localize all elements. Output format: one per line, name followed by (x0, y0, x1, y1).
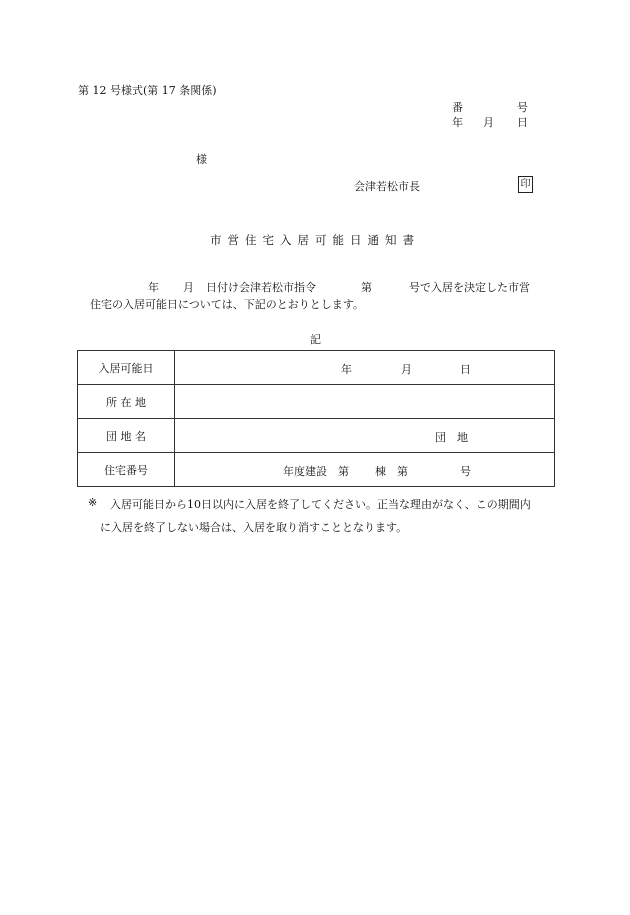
sender-name: 会津若松市長 (354, 180, 420, 193)
seal-box: 印 (518, 176, 533, 193)
form-number-label: 第 12 号様式(第 17 条関係) (78, 84, 217, 97)
table-row (78, 453, 555, 487)
date-month-label: 月 (483, 116, 494, 129)
row-value (175, 419, 555, 453)
detail-table (77, 350, 555, 487)
value-part: 月 (401, 363, 412, 376)
body-date-suffix: 日付け会津若松市指令 (206, 281, 316, 294)
row-value (175, 453, 555, 487)
note-line-1: 入居可能日から10日以内に入居を終了してください。正当な理由がなく、この期間内 (110, 498, 531, 511)
body-line-2: 住宅の入居可能日については、下記のとおりとします。 (90, 298, 364, 311)
addressee-honorific: 様 (196, 153, 207, 166)
row-label: 団 地 名 (78, 419, 175, 453)
value-part: 団 地 (435, 431, 468, 444)
value-part: 日 (460, 363, 471, 376)
table-row (78, 419, 555, 453)
date-year-label: 年 (452, 116, 463, 129)
note-line-2: に入居を終了しない場合は、入居を取り消すこととなります。 (100, 521, 408, 534)
value-part: 年 (341, 363, 352, 376)
row-value (175, 351, 555, 385)
number-ban-label: 番 (452, 101, 463, 114)
row-value (175, 385, 555, 419)
body-month-label: 月 (183, 281, 194, 294)
table-row (78, 385, 555, 419)
document-title: 市営住宅入居可能日通知書 (210, 233, 420, 247)
body-year-label: 年 (148, 281, 159, 294)
row-label: 住宅番号 (78, 453, 175, 487)
row-label: 入居可能日 (78, 351, 175, 385)
number-go-label: 号 (517, 101, 528, 114)
value-part: 年度建設 第 (283, 465, 349, 478)
table-row (78, 351, 555, 385)
row-label: 所 在 地 (78, 385, 175, 419)
ki-heading: 記 (310, 333, 321, 346)
body-go-suffix: 号で入居を決定した市営 (409, 281, 530, 294)
body-dai-label: 第 (361, 281, 372, 294)
note-mark-icon: ※ (88, 496, 98, 509)
date-day-label: 日 (517, 116, 528, 129)
value-part: 号 (460, 465, 471, 478)
value-part: 棟 第 (375, 465, 408, 478)
